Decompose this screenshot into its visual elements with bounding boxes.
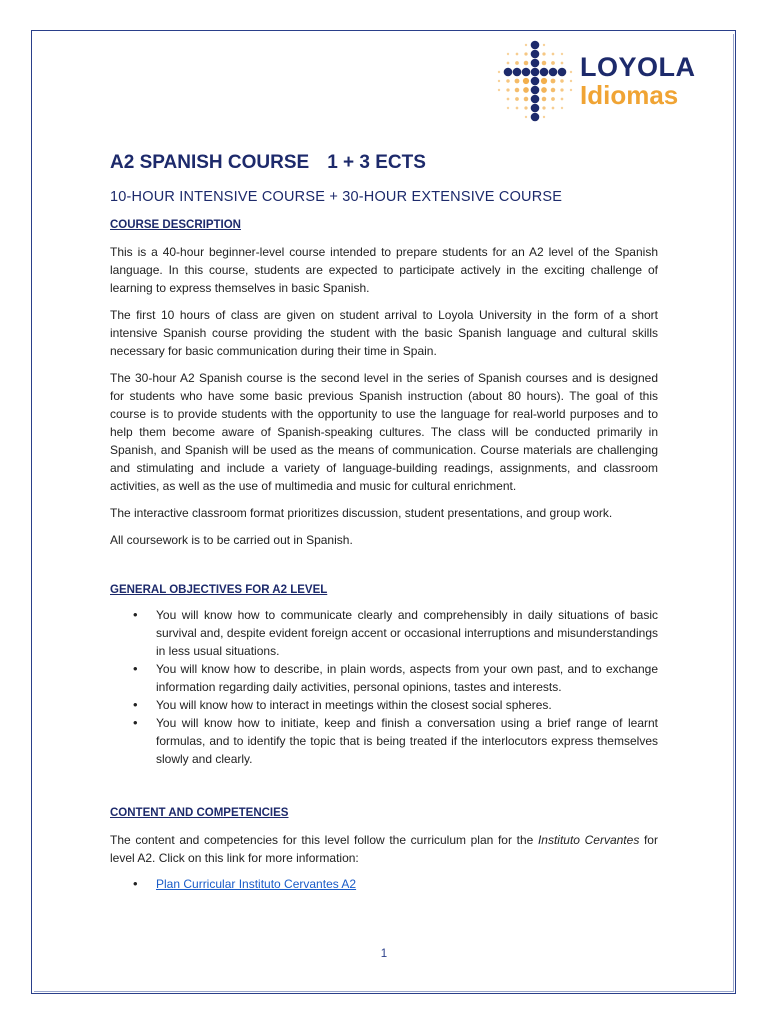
logo-globe-dot	[506, 88, 509, 91]
logo-cross-dot	[513, 68, 522, 77]
loyola-idiomas-logo	[492, 40, 704, 122]
logo-cross-dot	[540, 68, 549, 77]
logo-globe-dot	[507, 107, 509, 109]
logo-globe-dot	[507, 98, 510, 101]
description-paragraph: The interactive classroom format prioritizes discussion, student presentations, and group work.	[110, 506, 613, 520]
objectives-heading: GENERAL OBJECTIVES FOR A2 LEVEL	[110, 584, 328, 596]
logo-globe-dot	[541, 78, 547, 84]
logo-globe-dot	[551, 88, 556, 93]
logo-cross-dot	[531, 104, 540, 113]
logo-globe-dot	[524, 52, 527, 55]
content-text-before: The content and competencies for this level follow the curriculum plan for the	[110, 833, 538, 847]
logo-globe-dot	[523, 78, 529, 84]
logo-globe-dot	[552, 53, 555, 56]
logo-globe-dot	[515, 61, 519, 65]
description-paragraph: The first 10 hours of class are given on student arrival to Loyola University in the form of a short intensive Spanish course providing the student with the basic Spanish language and cultural skills necessary for basic communication during their time in Spain.	[110, 308, 658, 358]
logo-globe-dot	[516, 53, 519, 56]
description-paragraph: The 30-hour A2 Spanish course is the second level in the series of Spanish courses and is designed for students who have some basic previous Spanish instruction (about 80 hours). The goal of this course is to provide students with the opportunity to use the language for real-world purposes and to help them become aware of Spanish-speaking cultures. The class will be conducted primarily in Spanish, and Spanish will be used as the means of communication. Course materials are challenging and stimulating and include a variety of language-building readings, assignments, and classroom activities, as well as the use of multimedia and music for cultural enrichment.	[110, 371, 658, 493]
logo-globe-dot	[498, 89, 500, 91]
instituto-cervantes-text: Instituto Cervantes	[537, 833, 640, 847]
description-paragraph: All coursework is to be carried out in Spanish.	[110, 533, 353, 547]
objective-item: • You will know how to interact in meetings within the closest social spheres.	[156, 696, 658, 714]
logo-globe-dot	[507, 62, 510, 65]
logo-globe-dot	[551, 61, 555, 65]
logo-globe-dot	[524, 106, 527, 109]
logo-cross-dot	[549, 68, 558, 77]
logo-globe-dot	[524, 97, 529, 102]
logo-globe-dot	[561, 53, 563, 55]
logo-globe-dot	[561, 107, 563, 109]
logo-globe-dot	[570, 80, 572, 82]
logo-globe-dot	[515, 97, 519, 101]
document-body	[110, 150, 658, 893]
logo-globe-dot	[516, 107, 519, 110]
logo-cross-dot	[531, 77, 540, 86]
page-number: 1	[380, 948, 388, 960]
objective-item: • You will know how to initiate, keep and finish a conversation using a brief range of learnt formulas, and to identify the topic that is being treated if the interlocutors express themselves slowly and clearly.	[156, 714, 658, 768]
ects-credits: 1 + 3 ECTS	[327, 152, 426, 173]
logo-globe-dot	[515, 79, 520, 84]
logo-globe-dot	[543, 44, 545, 46]
logo-globe-dot	[560, 88, 563, 91]
logo-cross-dot	[531, 59, 540, 68]
logo-cross-dot	[531, 50, 540, 59]
logo-globe-dot	[525, 44, 527, 46]
logo-globe-dot	[561, 62, 564, 65]
logo-cross-dot	[558, 68, 567, 77]
logo-cross-dot	[504, 68, 513, 77]
logo-cross-dot	[531, 95, 540, 104]
logo-globe-dot	[551, 97, 555, 101]
logo-globe-dot	[506, 79, 509, 82]
page-subtitle: 10-HOUR INTENSIVE COURSE + 30-HOUR EXTENSIVE COURSE	[110, 189, 563, 205]
logo-globe-dot	[551, 79, 556, 84]
objective-item: • You will know how to describe, in plain words, aspects from your own past, and to exchange information regarding daily activities, personal opinions, tastes and interests.	[156, 660, 658, 696]
link-item	[156, 875, 658, 893]
logo-word-loyola: LOYOLA	[580, 52, 696, 82]
logo-globe-dot	[498, 71, 500, 73]
links-list	[110, 875, 658, 893]
logo-cross-dot	[531, 113, 540, 122]
logo-globe-dot	[515, 88, 520, 93]
logo-globe-dot	[525, 116, 527, 118]
logo-cross-dot	[531, 41, 540, 50]
course-description-heading: COURSE DESCRIPTION	[110, 219, 241, 231]
logo-globe-dot	[542, 52, 545, 55]
logo-cross-dot	[531, 86, 540, 95]
objective-item: • You will know how to communicate clearly and comprehensibly in daily situations of basic survival and, despite evident foreign accent or occasional interruptions and misunderstandings in less usual situations.	[156, 606, 658, 660]
plan-curricular-link[interactable]: Plan Curricular Instituto Cervantes A2	[156, 877, 357, 891]
logo-word-idiomas: Idiomas	[580, 80, 679, 110]
globe-cross-icon	[492, 40, 578, 122]
logo-globe-dot	[570, 71, 572, 73]
logo-globe-dot	[498, 80, 500, 82]
logo-globe-dot	[560, 79, 563, 82]
content-text-after: for level A2. Click on this link for more information:	[110, 833, 658, 865]
description-paragraph: This is a 40-hour beginner-level course intended to prepare students for an A2 level of the Spanish language. In this course, students are expected to participate actively in the exciting challenge of learning to express themselves in basic Spanish.	[110, 245, 658, 295]
logo-globe-dot	[570, 89, 572, 91]
logo-globe-dot	[524, 61, 529, 66]
page-title	[110, 150, 658, 176]
logo-globe-dot	[507, 53, 509, 55]
logo-cross-dot	[531, 68, 540, 77]
content-paragraph	[110, 831, 658, 867]
logo-globe-dot	[541, 87, 547, 93]
objectives-list	[110, 606, 658, 768]
logo-globe-dot	[542, 97, 547, 102]
logo-cross-dot	[522, 68, 531, 77]
logo-globe-dot	[552, 107, 555, 110]
content-competencies-heading: CONTENT AND COMPETENCIES	[110, 807, 289, 819]
logo-globe-dot	[542, 61, 547, 66]
logo-globe-dot	[523, 87, 529, 93]
logo-globe-dot	[542, 106, 545, 109]
logo-globe-dot	[543, 116, 545, 118]
course-title: A2 SPANISH COURSE	[110, 152, 310, 173]
logo-globe-dot	[561, 98, 564, 101]
